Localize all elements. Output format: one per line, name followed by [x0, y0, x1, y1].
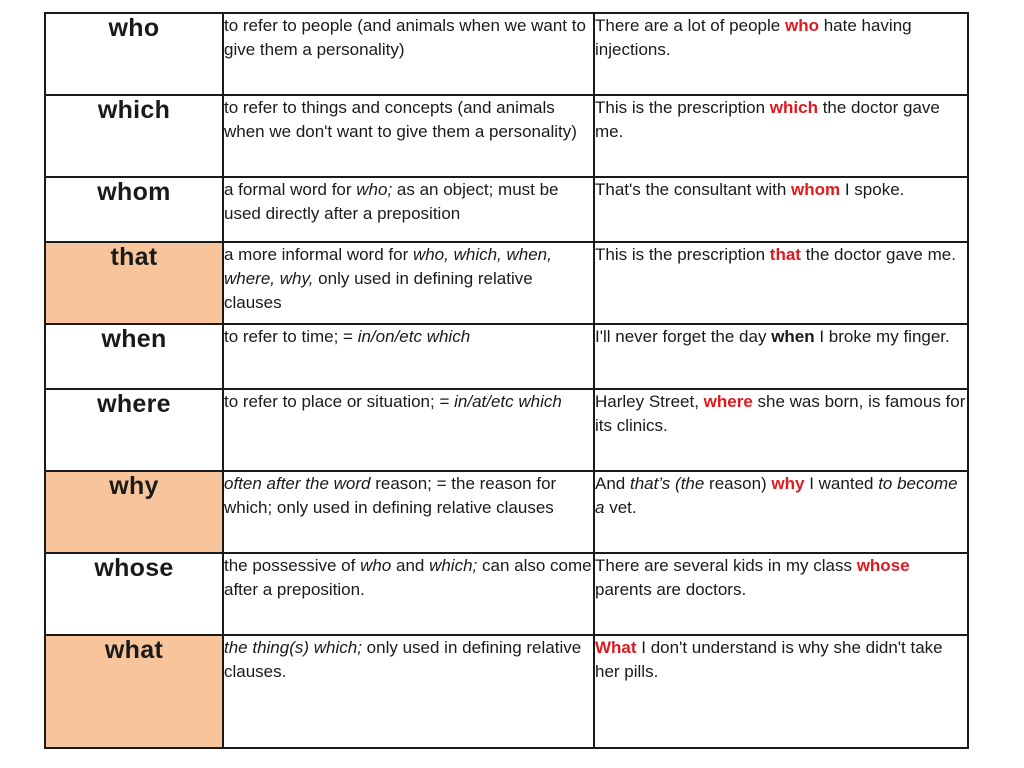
relative-pronouns-table — [44, 12, 969, 749]
example-cell-segment: why — [771, 474, 805, 493]
pronoun-cell: whose — [45, 553, 223, 635]
example-cell-segment: There are a lot of people — [595, 16, 785, 35]
usage-cell — [223, 471, 594, 553]
example-cell — [594, 553, 968, 635]
example-cell-segment: This is the prescription — [595, 245, 770, 264]
usage-cell-segment: as an object; must be used directly after a preposition — [224, 180, 559, 223]
example-cell-segment: Harley Street, — [595, 392, 704, 411]
example-cell-segment: hate having injections. — [595, 16, 912, 59]
example-cell-segment: There are several kids in my class — [595, 556, 857, 575]
example-cell — [594, 95, 968, 177]
usage-cell-segment: a more informal word for — [224, 245, 413, 264]
example-cell — [594, 389, 968, 471]
example-cell-segment: This is the prescription — [595, 98, 770, 117]
example-cell-segment: which — [769, 98, 818, 117]
example-cell-segment: when — [771, 327, 815, 346]
pronoun-cell: whom — [45, 177, 223, 242]
example-cell — [594, 13, 968, 95]
example-cell-segment: whom — [791, 180, 841, 199]
usage-cell-segment: in/at/etc which — [454, 392, 562, 411]
table-row — [45, 177, 968, 242]
table-row — [45, 389, 968, 471]
example-cell — [594, 471, 968, 553]
example-cell-segment: I broke my finger. — [814, 327, 950, 346]
table-row — [45, 324, 968, 389]
example-cell — [594, 242, 968, 324]
usage-cell-segment: only used in defining relative clauses. — [224, 638, 582, 681]
example-cell-segment: where — [703, 392, 753, 411]
usage-cell-segment: who, which, when, where, why, — [224, 245, 552, 288]
table-row — [45, 95, 968, 177]
usage-cell-segment: who — [360, 556, 392, 575]
example-cell-segment: reason) — [704, 474, 772, 493]
usage-cell — [223, 635, 594, 748]
example-cell-segment: I spoke. — [840, 180, 905, 199]
usage-cell — [223, 324, 594, 389]
example-cell-segment: parents are doctors. — [595, 580, 747, 599]
example-cell-segment: I wanted — [804, 474, 879, 493]
usage-cell-segment: a formal word for — [224, 180, 357, 199]
example-cell-segment: that’s (the — [629, 474, 705, 493]
usage-cell-segment: to refer to place or situation; = — [224, 392, 455, 411]
table-row — [45, 471, 968, 553]
example-cell — [594, 177, 968, 242]
usage-cell-segment: the thing(s) which; — [224, 638, 362, 657]
example-cell-segment: I'll never forget the day — [595, 327, 772, 346]
pronoun-cell: why — [45, 471, 223, 553]
table-row — [45, 13, 968, 95]
usage-cell-segment: and — [391, 556, 430, 575]
usage-cell-segment: can also come after a preposition. — [224, 556, 592, 599]
usage-cell-segment: who; — [356, 180, 393, 199]
pronoun-cell: where — [45, 389, 223, 471]
usage-cell-segment: the possessive of — [224, 556, 361, 575]
example-cell — [594, 324, 968, 389]
usage-cell — [223, 389, 594, 471]
example-cell-segment: the doctor gave me. — [595, 98, 940, 141]
pronoun-cell: when — [45, 324, 223, 389]
example-cell-segment: she was born, is famous for its clinics. — [595, 392, 966, 435]
usage-cell-segment: to refer to people (and animals when we want to give them a personality) — [224, 16, 586, 59]
usage-cell — [223, 553, 594, 635]
usage-cell-segment: in/on/etc which — [357, 327, 471, 346]
example-cell-segment: the doctor gave me. — [800, 245, 956, 264]
usage-cell-segment: only used in defining relative clauses — [224, 269, 533, 312]
example-cell-segment: that — [769, 245, 801, 264]
example-cell-segment: vet. — [604, 498, 637, 517]
example-cell-segment: What — [595, 638, 637, 657]
usage-cell — [223, 242, 594, 324]
example-cell-segment: That's the consultant with — [595, 180, 792, 199]
example-cell-segment: who — [784, 16, 819, 35]
table-row — [45, 553, 968, 635]
table-body — [45, 13, 968, 748]
pronoun-cell: that — [45, 242, 223, 324]
usage-cell-segment: often after the word — [224, 474, 371, 493]
usage-cell — [223, 13, 594, 95]
usage-cell-segment: reason; = the reason for which; only used in defining relative clauses — [224, 474, 557, 517]
usage-cell — [223, 95, 594, 177]
usage-cell — [223, 177, 594, 242]
usage-cell-segment: to refer to things and concepts (and animals when we don't want to give them a personality) — [224, 98, 577, 141]
example-cell-segment: whose — [856, 556, 910, 575]
table-row — [45, 635, 968, 748]
example-cell-segment: And — [595, 474, 630, 493]
example-cell-segment: I don't understand is why she didn't take her pills. — [595, 638, 943, 681]
usage-cell-segment: to refer to time; = — [224, 327, 358, 346]
pronoun-cell: which — [45, 95, 223, 177]
pronoun-cell: who — [45, 13, 223, 95]
table-row — [45, 242, 968, 324]
pronoun-cell: what — [45, 635, 223, 748]
usage-cell-segment: which; — [429, 556, 478, 575]
example-cell — [594, 635, 968, 748]
example-cell-segment: to become a — [595, 474, 958, 517]
